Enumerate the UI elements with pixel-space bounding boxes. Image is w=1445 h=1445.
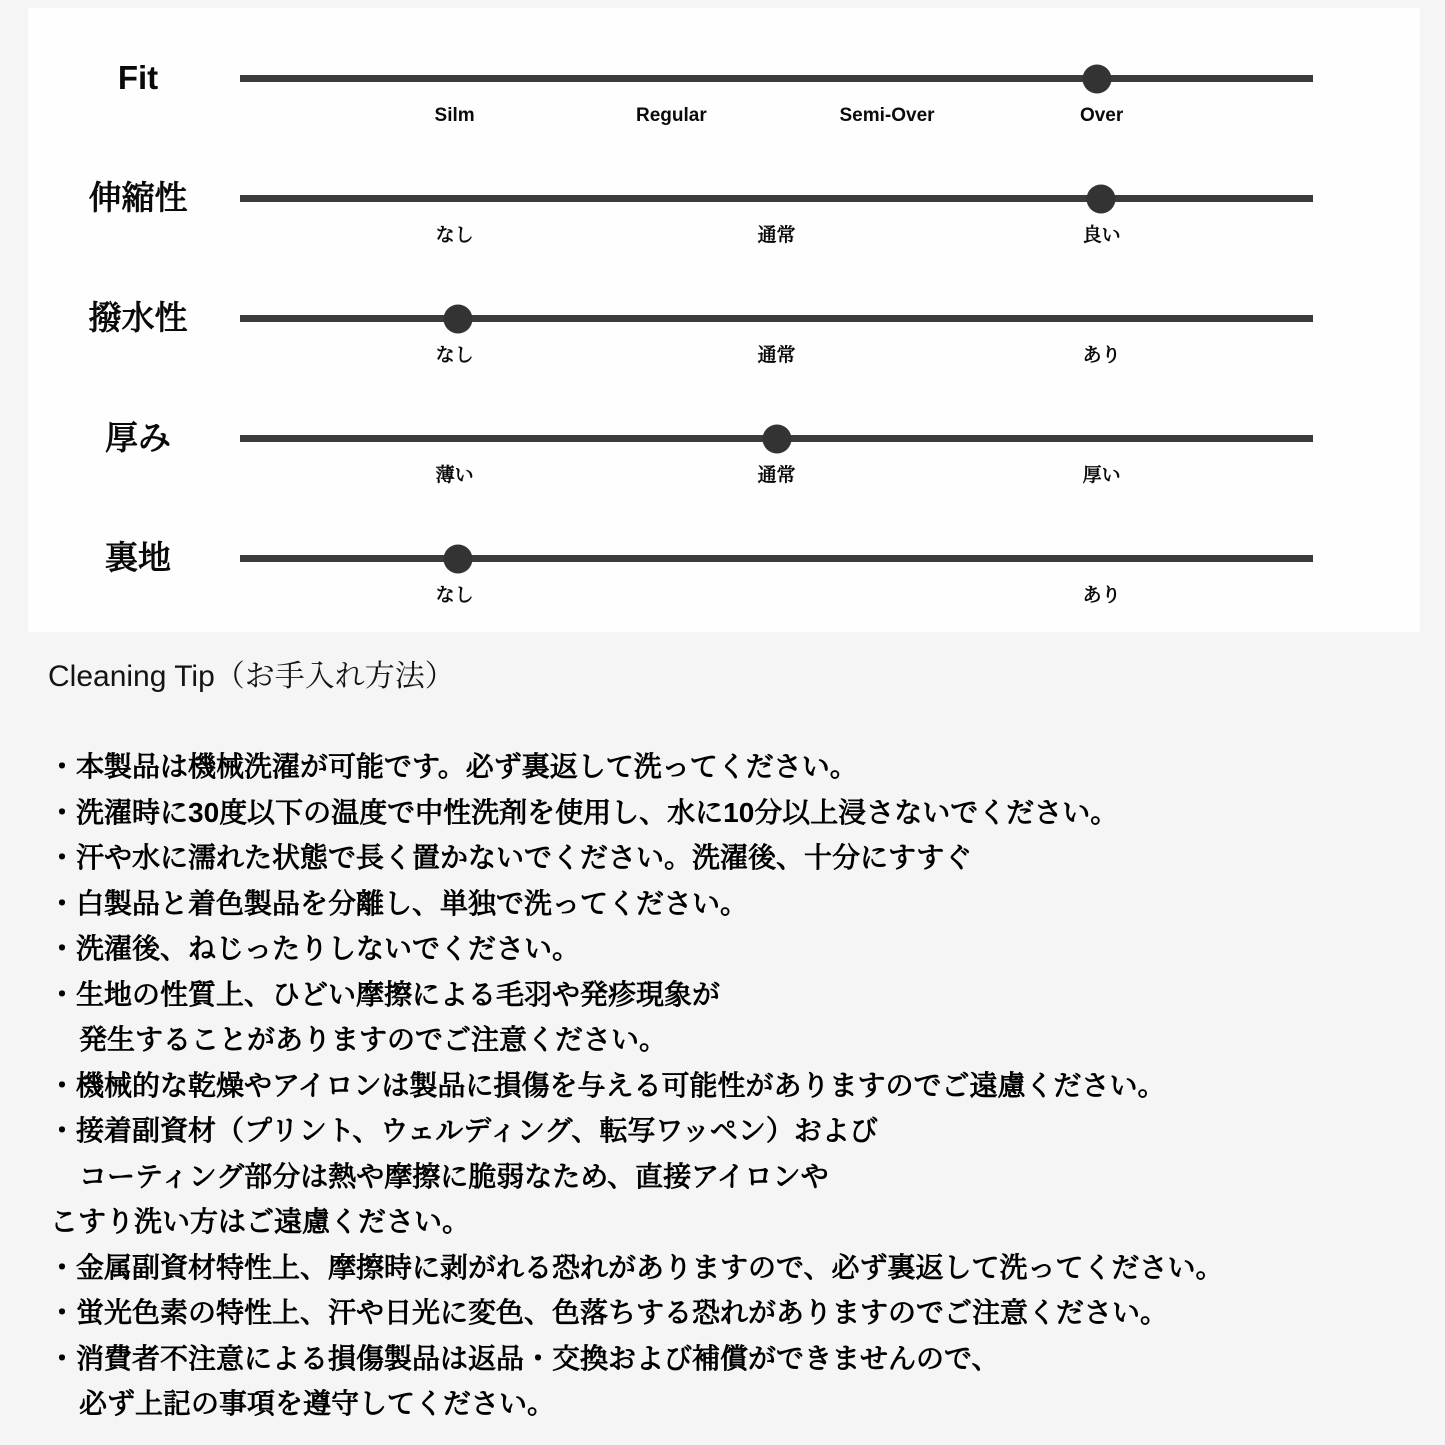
slider-track bbox=[240, 435, 1313, 442]
slider-track bbox=[240, 195, 1313, 202]
slider-row-title: 厚み bbox=[105, 419, 171, 456]
slider-scale-label: Silm bbox=[434, 105, 475, 126]
slider-scale-label: 厚い bbox=[1082, 465, 1121, 486]
cleaning-tip-line: ・本製品は機械洗濯が可能です。必ず裏返して洗ってください。 bbox=[48, 751, 858, 782]
slider-scale-label: なし bbox=[435, 225, 474, 246]
slider-handle-dot bbox=[1083, 64, 1112, 93]
cleaning-tip-line: ・蛍光色素の特性上、汗や日光に変色、色落ちする恐れがありますのでご注意ください。 bbox=[48, 1297, 1169, 1328]
slider-scale-label: 良い bbox=[1082, 225, 1121, 246]
slider-scale-labels bbox=[240, 463, 1313, 491]
cleaning-tip-line: ・汗や水に濡れた状態で長く置かないでください。洗濯後、十分にすすぐ bbox=[48, 842, 973, 873]
slider-scale-labels bbox=[240, 103, 1313, 131]
slider-track bbox=[240, 555, 1313, 562]
slider-row-title: Fit bbox=[117, 59, 159, 96]
slider-row-title: 伸縮性 bbox=[88, 179, 188, 216]
slider-handle-dot bbox=[762, 424, 791, 453]
cleaning-tip-line: ・接着副資材（プリント、ウェルディング、転写ワッペン）および bbox=[48, 1115, 878, 1146]
slider-scale-label: Regular bbox=[635, 105, 707, 126]
cleaning-tip-line: ・金属副資材特性上、摩擦時に剥がれる恐れがありますので、必ず裏返して洗ってください。 bbox=[48, 1251, 1224, 1283]
slider-track bbox=[240, 315, 1313, 322]
slider-scale-label: なし bbox=[435, 345, 474, 366]
slider-scale-labels bbox=[240, 343, 1313, 371]
cleaning-tip-line: ・生地の性質上、ひどい摩擦による毛羽や発疹現象が bbox=[48, 978, 721, 1010]
cleaning-tip-line-continuation: コーティング部分は熱や摩擦に脆弱なため、直接アイロンや bbox=[79, 1160, 829, 1192]
cleaning-tip-line: ・洗濯後、ねじったりしないでください。 bbox=[48, 933, 581, 964]
slider-handle-dot bbox=[443, 304, 472, 333]
cleaning-tip-line-continuation: こすり洗い方はご遠慮ください。 bbox=[50, 1206, 471, 1237]
slider-handle-dot bbox=[443, 544, 472, 573]
cleaning-tip-line-continuation: 発生することがありますのでご注意ください。 bbox=[79, 1024, 668, 1055]
slider-scale-label: 薄い bbox=[435, 465, 474, 486]
cleaning-tip-list bbox=[0, 744, 1445, 1427]
slider-scale-label: 通常 bbox=[757, 345, 796, 366]
cleaning-tip-heading: Cleaning Tip（お手入れ方法） bbox=[48, 660, 455, 693]
slider-scale-labels bbox=[240, 583, 1313, 611]
slider-scale-label: あり bbox=[1082, 345, 1121, 366]
cleaning-tip-line-continuation: 必ず上記の事項を遵守してください。 bbox=[79, 1388, 556, 1419]
cleaning-tip-line: ・消費者不注意による損傷製品は返品・交換および補償ができませんので、 bbox=[48, 1342, 1000, 1374]
slider-scale-labels bbox=[240, 223, 1313, 251]
slider-scale-label: Over bbox=[1079, 105, 1124, 126]
slider-scale-label: 通常 bbox=[757, 225, 796, 246]
slider-track bbox=[240, 75, 1313, 82]
cleaning-tip-line: ・白製品と着色製品を分離し、単独で洗ってください。 bbox=[48, 887, 749, 919]
slider-scale-label: 通常 bbox=[757, 465, 796, 486]
cleaning-tip-line: ・機械的な乾燥やアイロンは製品に損傷を与える可能性がありますのでご遠慮ください。 bbox=[48, 1069, 1166, 1101]
slider-handle-dot bbox=[1086, 184, 1115, 213]
slider-scale-label: Semi-Over bbox=[839, 105, 935, 126]
cleaning-tip-line: ・洗濯時に30度以下の温度で中性洗剤を使用し、水に10分以上浸さないでください。 bbox=[48, 796, 1119, 828]
slider-scale-label: なし bbox=[435, 585, 474, 606]
slider-scale-label: あり bbox=[1082, 585, 1121, 606]
slider-row-title: 裏地 bbox=[105, 539, 171, 576]
slider-row-title: 撥水性 bbox=[88, 299, 188, 336]
